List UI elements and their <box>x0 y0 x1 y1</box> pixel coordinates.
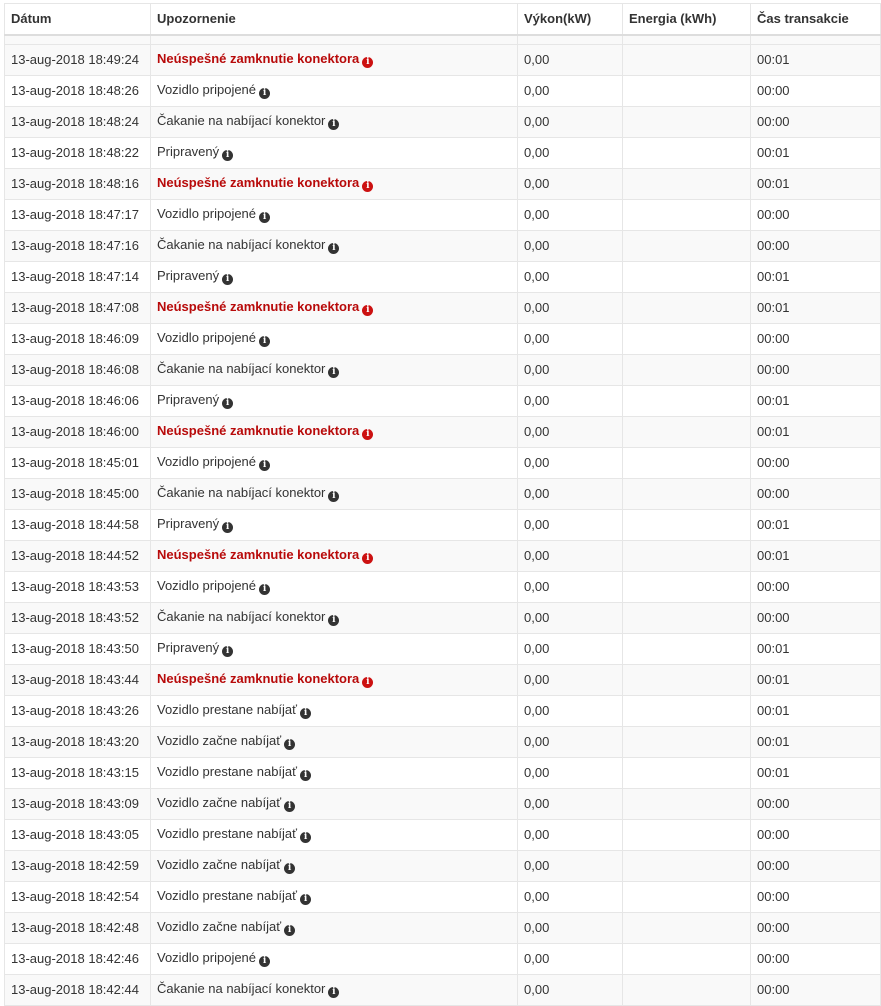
table-row <box>5 199 881 230</box>
info-circle-icon[interactable]: i <box>222 150 233 161</box>
table-row <box>5 540 881 571</box>
cell-power: 0,00 <box>518 540 623 571</box>
table-row <box>5 292 881 323</box>
cell-duration: 00:01 <box>751 416 881 447</box>
cell-duration: 00:00 <box>751 230 881 261</box>
cell-message <box>151 540 518 571</box>
table-row <box>5 106 881 137</box>
info-circle-icon[interactable]: i <box>328 615 339 626</box>
cell-energy <box>623 261 751 292</box>
message-text: Čakanie na nabíjací konektor <box>157 609 326 624</box>
cell-power: 0,00 <box>518 726 623 757</box>
message-text: Vozidlo prestane nabíjať <box>157 888 298 903</box>
table-row <box>5 137 881 168</box>
cell-message <box>151 75 518 106</box>
cell-message <box>151 757 518 788</box>
cell-power: 0,00 <box>518 819 623 850</box>
message-text: Neúspešné zamknutie konektora <box>157 175 360 190</box>
cell-date: 13-aug-2018 18:48:16 <box>5 168 151 199</box>
cell-duration: 00:01 <box>751 292 881 323</box>
info-circle-icon[interactable]: i <box>259 336 270 347</box>
info-circle-icon[interactable]: i <box>222 274 233 285</box>
cell-message <box>151 447 518 478</box>
info-circle-icon[interactable]: i <box>362 305 373 316</box>
cell-energy <box>623 602 751 633</box>
cell-power: 0,00 <box>518 974 623 1005</box>
cell-energy <box>623 292 751 323</box>
cell-duration: 00:01 <box>751 664 881 695</box>
table-row <box>5 695 881 726</box>
table-row-partial <box>5 35 881 45</box>
cell-date: 13-aug-2018 18:43:44 <box>5 664 151 695</box>
table-row <box>5 943 881 974</box>
cell-message <box>151 850 518 881</box>
cell-message <box>151 974 518 1005</box>
cell-power: 0,00 <box>518 478 623 509</box>
message-text: Čakanie na nabíjací konektor <box>157 361 326 376</box>
cell-date: 13-aug-2018 18:47:08 <box>5 292 151 323</box>
cell-date: 13-aug-2018 18:43:05 <box>5 819 151 850</box>
message-text: Neúspešné zamknutie konektora <box>157 547 360 562</box>
message-text: Vozidlo pripojené <box>157 206 257 221</box>
info-circle-icon[interactable]: i <box>259 584 270 595</box>
cell-message <box>151 912 518 943</box>
info-circle-icon[interactable]: i <box>259 460 270 471</box>
cell-duration: 00:00 <box>751 75 881 106</box>
cell-duration: 00:01 <box>751 540 881 571</box>
cell-date: 13-aug-2018 18:42:54 <box>5 881 151 912</box>
cell-power: 0,00 <box>518 199 623 230</box>
cell-power: 0,00 <box>518 44 623 75</box>
cell-power: 0,00 <box>518 261 623 292</box>
column-header-power[interactable]: Výkon(kW) <box>518 4 623 35</box>
cell-date: 13-aug-2018 18:43:52 <box>5 602 151 633</box>
cell-message <box>151 168 518 199</box>
table-row <box>5 881 881 912</box>
info-circle-icon[interactable]: i <box>300 770 311 781</box>
cell-energy <box>623 850 751 881</box>
cell-date: 13-aug-2018 18:48:24 <box>5 106 151 137</box>
info-circle-icon[interactable]: i <box>300 894 311 905</box>
info-circle-icon[interactable]: i <box>284 925 295 936</box>
table-row <box>5 478 881 509</box>
cell-date: 13-aug-2018 18:43:20 <box>5 726 151 757</box>
message-text: Vozidlo pripojené <box>157 578 257 593</box>
cell-energy <box>623 726 751 757</box>
message-text: Neúspešné zamknutie konektora <box>157 51 360 66</box>
cell-date: 13-aug-2018 18:43:50 <box>5 633 151 664</box>
cell-date: 13-aug-2018 18:42:46 <box>5 943 151 974</box>
cell-message <box>151 106 518 137</box>
table-row <box>5 230 881 261</box>
column-header-energy[interactable]: Energia (kWh) <box>623 4 751 35</box>
event-log-table <box>4 3 881 1006</box>
cell-date: 13-aug-2018 18:44:58 <box>5 509 151 540</box>
message-text: Pripravený <box>157 392 220 407</box>
cell-energy <box>623 447 751 478</box>
cell-message <box>151 137 518 168</box>
message-text: Vozidlo prestane nabíjať <box>157 826 298 841</box>
table-row <box>5 447 881 478</box>
cell-power: 0,00 <box>518 881 623 912</box>
cell-power: 0,00 <box>518 137 623 168</box>
cell-power: 0,00 <box>518 788 623 819</box>
message-text: Pripravený <box>157 640 220 655</box>
message-text: Vozidlo prestane nabíjať <box>157 702 298 717</box>
info-circle-icon[interactable]: i <box>362 57 373 68</box>
message-text: Vozidlo začne nabíjať <box>157 919 282 934</box>
message-text: Pripravený <box>157 516 220 531</box>
cell-power: 0,00 <box>518 354 623 385</box>
column-header-duration[interactable]: Čas transakcie <box>751 4 881 35</box>
cell-message <box>151 230 518 261</box>
column-header-message[interactable]: Upozornenie <box>151 4 518 35</box>
message-text: Vozidlo pripojené <box>157 454 257 469</box>
info-circle-icon[interactable]: i <box>300 832 311 843</box>
cell-date: 13-aug-2018 18:42:44 <box>5 974 151 1005</box>
cell-energy <box>623 137 751 168</box>
cell-energy <box>623 943 751 974</box>
cell-message <box>151 881 518 912</box>
cell-duration: 00:01 <box>751 261 881 292</box>
cell-energy <box>623 974 751 1005</box>
cell-date: 13-aug-2018 18:43:26 <box>5 695 151 726</box>
cell-power: 0,00 <box>518 695 623 726</box>
cell-date: 13-aug-2018 18:46:06 <box>5 385 151 416</box>
table-row <box>5 75 881 106</box>
cell-message <box>151 943 518 974</box>
table-row <box>5 602 881 633</box>
cell-duration: 00:00 <box>751 788 881 819</box>
cell-duration: 00:00 <box>751 354 881 385</box>
message-text: Pripravený <box>157 144 220 159</box>
cell-duration: 00:00 <box>751 943 881 974</box>
cell-date: 13-aug-2018 18:46:00 <box>5 416 151 447</box>
cell-duration: 00:01 <box>751 168 881 199</box>
cell-power: 0,00 <box>518 571 623 602</box>
table-row <box>5 974 881 1005</box>
table-row <box>5 757 881 788</box>
table-row <box>5 354 881 385</box>
cell-power: 0,00 <box>518 75 623 106</box>
info-circle-icon[interactable]: i <box>259 956 270 967</box>
cell-energy <box>623 757 751 788</box>
message-text: Pripravený <box>157 268 220 283</box>
cell-power: 0,00 <box>518 385 623 416</box>
cell-power: 0,00 <box>518 416 623 447</box>
info-circle-icon[interactable]: i <box>362 429 373 440</box>
cell-power: 0,00 <box>518 168 623 199</box>
cell-message <box>151 44 518 75</box>
cell-duration: 00:00 <box>751 106 881 137</box>
cell-power: 0,00 <box>518 664 623 695</box>
info-circle-icon[interactable]: i <box>362 553 373 564</box>
cell-message <box>151 323 518 354</box>
cell-date: 13-aug-2018 18:48:26 <box>5 75 151 106</box>
cell-power: 0,00 <box>518 509 623 540</box>
cell-message <box>151 788 518 819</box>
cell-energy <box>623 230 751 261</box>
cell-message <box>151 664 518 695</box>
cell-energy <box>623 881 751 912</box>
cell-duration: 00:00 <box>751 974 881 1005</box>
info-circle-icon[interactable]: i <box>284 801 295 812</box>
cell-energy <box>623 478 751 509</box>
cell-message <box>151 819 518 850</box>
cell-duration: 00:00 <box>751 912 881 943</box>
cell-duration: 00:00 <box>751 478 881 509</box>
cell-energy <box>623 912 751 943</box>
info-circle-icon[interactable]: i <box>328 243 339 254</box>
cell-message <box>151 571 518 602</box>
cell-date: 13-aug-2018 18:46:08 <box>5 354 151 385</box>
table-row <box>5 912 881 943</box>
cell-energy <box>623 385 751 416</box>
table-row <box>5 385 881 416</box>
message-text: Vozidlo pripojené <box>157 330 257 345</box>
cell-date: 13-aug-2018 18:43:09 <box>5 788 151 819</box>
cell-energy <box>623 323 751 354</box>
cell-date: 13-aug-2018 18:43:53 <box>5 571 151 602</box>
cell-power: 0,00 <box>518 850 623 881</box>
info-circle-icon[interactable]: i <box>362 181 373 192</box>
message-text: Vozidlo začne nabíjať <box>157 733 282 748</box>
cell-message <box>151 292 518 323</box>
cell-duration: 00:00 <box>751 571 881 602</box>
cell-duration: 00:01 <box>751 726 881 757</box>
cell-energy <box>623 44 751 75</box>
cell-message <box>151 633 518 664</box>
cell-message <box>151 416 518 447</box>
cell-message <box>151 509 518 540</box>
cell-date: 13-aug-2018 18:42:59 <box>5 850 151 881</box>
cell-date: 13-aug-2018 18:46:09 <box>5 323 151 354</box>
info-circle-icon[interactable]: i <box>222 398 233 409</box>
table-row <box>5 571 881 602</box>
table-row <box>5 819 881 850</box>
info-circle-icon[interactable]: i <box>259 212 270 223</box>
table-row <box>5 416 881 447</box>
cell-energy <box>623 540 751 571</box>
table-row <box>5 509 881 540</box>
cell-message <box>151 602 518 633</box>
cell-power: 0,00 <box>518 602 623 633</box>
info-circle-icon[interactable]: i <box>284 739 295 750</box>
info-circle-icon[interactable]: i <box>328 987 339 998</box>
cell-energy <box>623 571 751 602</box>
cell-energy <box>623 819 751 850</box>
info-circle-icon[interactable]: i <box>328 119 339 130</box>
cell-power: 0,00 <box>518 757 623 788</box>
cell-date: 13-aug-2018 18:44:52 <box>5 540 151 571</box>
message-text: Čakanie na nabíjací konektor <box>157 981 326 996</box>
cell-duration: 00:00 <box>751 447 881 478</box>
cell-energy <box>623 695 751 726</box>
cell-energy <box>623 106 751 137</box>
cell-duration: 00:01 <box>751 385 881 416</box>
table-row <box>5 261 881 292</box>
message-text: Neúspešné zamknutie konektora <box>157 423 360 438</box>
table-row <box>5 44 881 75</box>
table-row <box>5 788 881 819</box>
message-text: Vozidlo prestane nabíjať <box>157 764 298 779</box>
cell-energy <box>623 633 751 664</box>
cell-date: 13-aug-2018 18:49:24 <box>5 44 151 75</box>
info-circle-icon[interactable]: i <box>222 646 233 657</box>
cell-duration: 00:01 <box>751 633 881 664</box>
table-row <box>5 633 881 664</box>
cell-message <box>151 261 518 292</box>
message-text: Čakanie na nabíjací konektor <box>157 485 326 500</box>
info-circle-icon[interactable]: i <box>222 522 233 533</box>
cell-duration: 00:01 <box>751 757 881 788</box>
cell-energy <box>623 416 751 447</box>
info-circle-icon[interactable]: i <box>328 367 339 378</box>
message-text: Čakanie na nabíjací konektor <box>157 237 326 252</box>
cell-date: 13-aug-2018 18:43:15 <box>5 757 151 788</box>
cell-message <box>151 695 518 726</box>
cell-energy <box>623 168 751 199</box>
cell-energy <box>623 664 751 695</box>
cell-power: 0,00 <box>518 106 623 137</box>
info-circle-icon[interactable]: i <box>328 491 339 502</box>
cell-date: 13-aug-2018 18:45:01 <box>5 447 151 478</box>
info-circle-icon[interactable]: i <box>284 863 295 874</box>
table-row <box>5 664 881 695</box>
table-row <box>5 726 881 757</box>
cell-message <box>151 354 518 385</box>
cell-duration: 00:00 <box>751 323 881 354</box>
info-circle-icon[interactable]: i <box>259 88 270 99</box>
cell-duration: 00:00 <box>751 602 881 633</box>
message-text: Vozidlo začne nabíjať <box>157 795 282 810</box>
cell-date: 13-aug-2018 18:47:17 <box>5 199 151 230</box>
cell-energy <box>623 75 751 106</box>
cell-power: 0,00 <box>518 447 623 478</box>
cell-power: 0,00 <box>518 633 623 664</box>
table-header <box>5 4 881 35</box>
cell-duration: 00:01 <box>751 44 881 75</box>
message-text: Vozidlo pripojené <box>157 950 257 965</box>
cell-date: 13-aug-2018 18:42:48 <box>5 912 151 943</box>
cell-duration: 00:00 <box>751 199 881 230</box>
cell-duration: 00:01 <box>751 137 881 168</box>
cell-power: 0,00 <box>518 230 623 261</box>
info-circle-icon[interactable]: i <box>362 677 373 688</box>
cell-date: 13-aug-2018 18:48:22 <box>5 137 151 168</box>
message-text: Neúspešné zamknutie konektora <box>157 299 360 314</box>
cell-message <box>151 478 518 509</box>
info-circle-icon[interactable]: i <box>300 708 311 719</box>
cell-duration: 00:00 <box>751 819 881 850</box>
cell-date: 13-aug-2018 18:47:14 <box>5 261 151 292</box>
cell-power: 0,00 <box>518 323 623 354</box>
cell-power: 0,00 <box>518 912 623 943</box>
column-header-date[interactable]: Dátum <box>5 4 151 35</box>
cell-date: 13-aug-2018 18:47:16 <box>5 230 151 261</box>
cell-duration: 00:01 <box>751 695 881 726</box>
message-text: Vozidlo začne nabíjať <box>157 857 282 872</box>
cell-date: 13-aug-2018 18:45:00 <box>5 478 151 509</box>
table-row <box>5 850 881 881</box>
table-row <box>5 168 881 199</box>
cell-energy <box>623 354 751 385</box>
cell-duration: 00:00 <box>751 881 881 912</box>
table-body <box>5 35 881 1006</box>
message-text: Neúspešné zamknutie konektora <box>157 671 360 686</box>
cell-duration: 00:00 <box>751 850 881 881</box>
message-text: Čakanie na nabíjací konektor <box>157 113 326 128</box>
cell-energy <box>623 199 751 230</box>
cell-message <box>151 726 518 757</box>
table-row <box>5 323 881 354</box>
cell-message <box>151 199 518 230</box>
cell-power: 0,00 <box>518 943 623 974</box>
cell-duration: 00:01 <box>751 509 881 540</box>
message-text: Vozidlo pripojené <box>157 82 257 97</box>
cell-energy <box>623 788 751 819</box>
cell-power: 0,00 <box>518 292 623 323</box>
cell-energy <box>623 509 751 540</box>
cell-message <box>151 385 518 416</box>
